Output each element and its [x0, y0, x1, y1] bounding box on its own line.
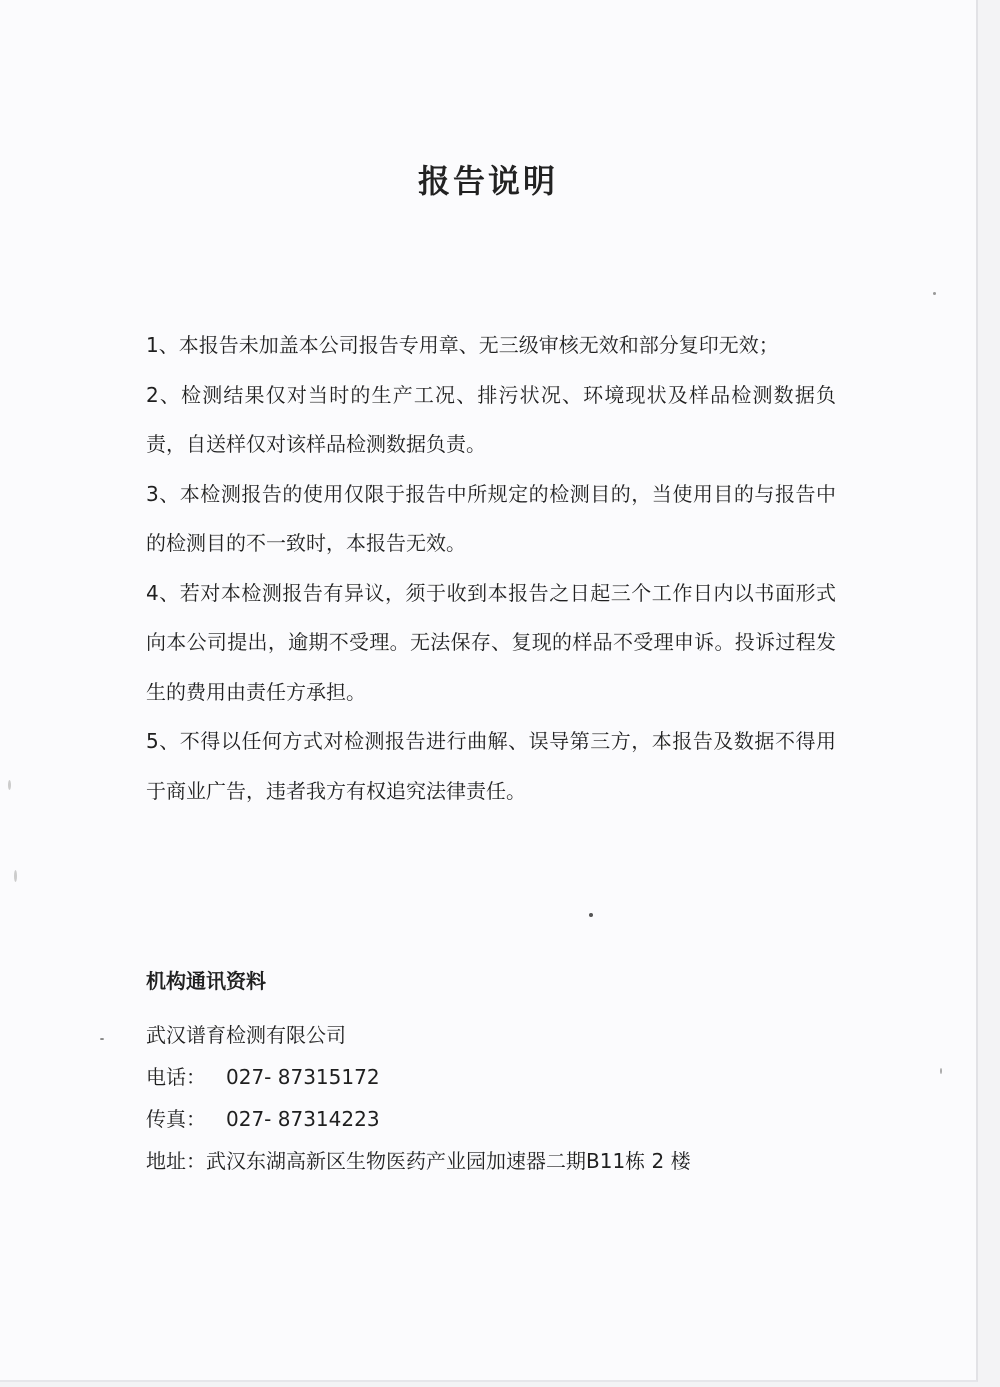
phone-number: 027- 87315172	[226, 1065, 380, 1089]
scan-speck	[940, 1068, 942, 1074]
note-1: 1、本报告未加盖本公司报告专用章、无三级审核无效和部分复印无效；	[146, 333, 779, 357]
contact-heading: 机构通讯资料	[146, 969, 266, 993]
phone-row	[146, 1056, 846, 1098]
note-4: 4、若对本检测报告有异议，须于收到本报告之日起三个工作日内以书面形式向本公司提出，逾期不受理。无法保存、复现的样品不受理申诉。投诉过程发生的费用由责任方承担。	[146, 580, 836, 704]
note-3: 3、本检测报告的使用仅限于报告中所规定的检测目的，当使用目的与报告中的检测目的不一致时，本报告无效。	[146, 481, 836, 555]
phone-label: 电话：	[146, 1065, 206, 1089]
notes-list	[146, 321, 836, 816]
scan-speck	[933, 292, 936, 295]
note-5: 5、不得以任何方式对检测报告进行曲解、误导第三方，本报告及数据不得用于商业广告，违者我方有权追究法律责任。	[146, 729, 836, 803]
fax-row	[146, 1098, 846, 1140]
address-label: 地址：	[146, 1149, 206, 1173]
scan-speck	[14, 870, 17, 882]
scan-speck	[8, 780, 11, 790]
scan-speck	[100, 1038, 104, 1040]
fax-label: 传真：	[146, 1107, 206, 1131]
address-text: 武汉东湖高新区生物医药产业园加速器二期B11栋 2 楼	[206, 1149, 691, 1173]
note-2: 2、检测结果仅对当时的生产工况、排污状况、环境现状及样品检测数据负责，自送样仅对该样品检测数据负责。	[146, 382, 836, 456]
document-title: 报告说明	[417, 162, 558, 200]
fax-number: 027- 87314223	[226, 1107, 380, 1131]
address-row	[146, 1140, 846, 1182]
contact-section	[146, 958, 846, 1182]
scan-speck	[589, 913, 593, 917]
company-name: 武汉谱育检测有限公司	[146, 1023, 346, 1047]
